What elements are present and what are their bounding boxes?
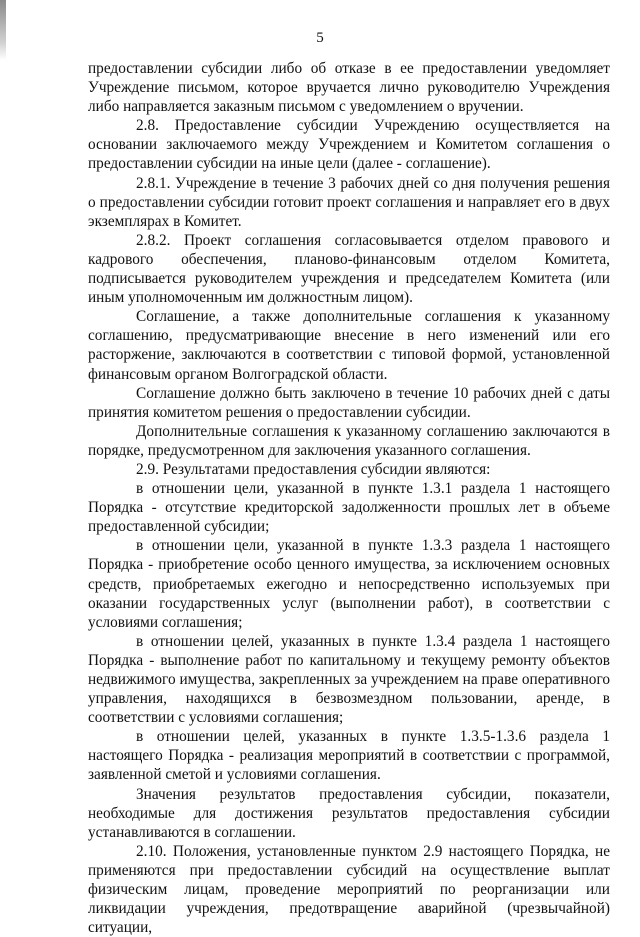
paragraph-2-8-2: 2.8.2. Проект соглашения согласовывается отделом правового и кадрового обеспечения, планово-финансовым отделом Комитета, подписывается руководителем учреждения и председателем Комитета (или иным уполномоченным им должностным лицом). [88, 231, 610, 307]
paragraph: Соглашение, а также дополнительные соглашения к указанному соглашению, предусматривающие внесение в него изменений или его расторжение, заключаются в соответствии с типовой формой, установленной финансовым органом Волгоградской области. [88, 308, 610, 383]
page-number: 5 [316, 30, 324, 46]
paragraph: предоставлении субсидии либо об отказе в ее предоставлении уведомляет Учреждение письмом, которое вручается лично руководителю Учреждения либо направляется заказным письмом с уведомлением о вручении. [88, 60, 610, 116]
paragraph-2-9: 2.9. Результатами предоставления субсидии являются: [136, 460, 491, 478]
document-body [88, 59, 610, 937]
list-item: в отношении цели, указанной в пункте 1.3.1 раздела 1 настоящего Порядка - отсутствие кредиторской задолженности прошлых лет в объеме предоставленной субсидии; [88, 480, 610, 536]
list-item: в отношении цели, указанной в пункте 1.3.3 раздела 1 настоящего Порядка - приобретение особо ценного имущества, за исключением основных средств, приобретаемых ежегодно и непосредственно используемых при оказании государственных услуг (выполнении работ), в соответствии с условиями соглашения; [88, 537, 610, 631]
list-item: в отношении целей, указанных в пункте 1.3.5-1.3.6 раздела 1 настоящего Порядка - реализация мероприятий в соответствии с программой, заявленной сметой и условиями соглашения. [88, 728, 610, 784]
paragraph-2-8: 2.8. Предоставление субсидии Учреждению осуществляется на основании заключаемого между Учреждением и Комитетом соглашения о предоставлении субсидии на иные цели (далее - соглашение). [88, 117, 610, 173]
paragraph: Дополнительные соглашения к указанному соглашению заключаются в порядке, предусмотренном для заключения указанного соглашения. [88, 422, 610, 459]
paragraph-2-8-1: 2.8.1. Учреждение в течение 3 рабочих дней со дня получения решения о предоставлении субсидии готовит проект соглашения и направляет его в двух экземплярах в Комитет. [88, 174, 610, 230]
list-item: в отношении целей, указанных в пункте 1.3.4 раздела 1 настоящего Порядка - выполнение работ по капитальному и текущему ремонту объектов недвижимого имущества, закрепленных за учреждением на праве оперативного управления, находящихся в безвозмездном пользовании, аренде, в соответствии с условиями соглашения; [88, 632, 610, 727]
paragraph-2-10: 2.10. Положения, установленные пунктом 2.9 настоящего Порядка, не применяются при предоставлении субсидий на осуществление выплат физическим лицам, проведение мероприятий по реорганизации или ликвидации учреждения, предотвращение аварийной (чрезвычайной) ситуации, [88, 842, 610, 937]
paragraph: Значения результатов предоставления субсидии, показатели, необходимые для достижения результатов предоставления субсидии устанавливаются в соглашении. [88, 785, 610, 841]
paragraph: Соглашение должно быть заключено в течение 10 рабочих дней с даты принятия комитетом решения о предоставлении субсидии. [88, 384, 610, 421]
